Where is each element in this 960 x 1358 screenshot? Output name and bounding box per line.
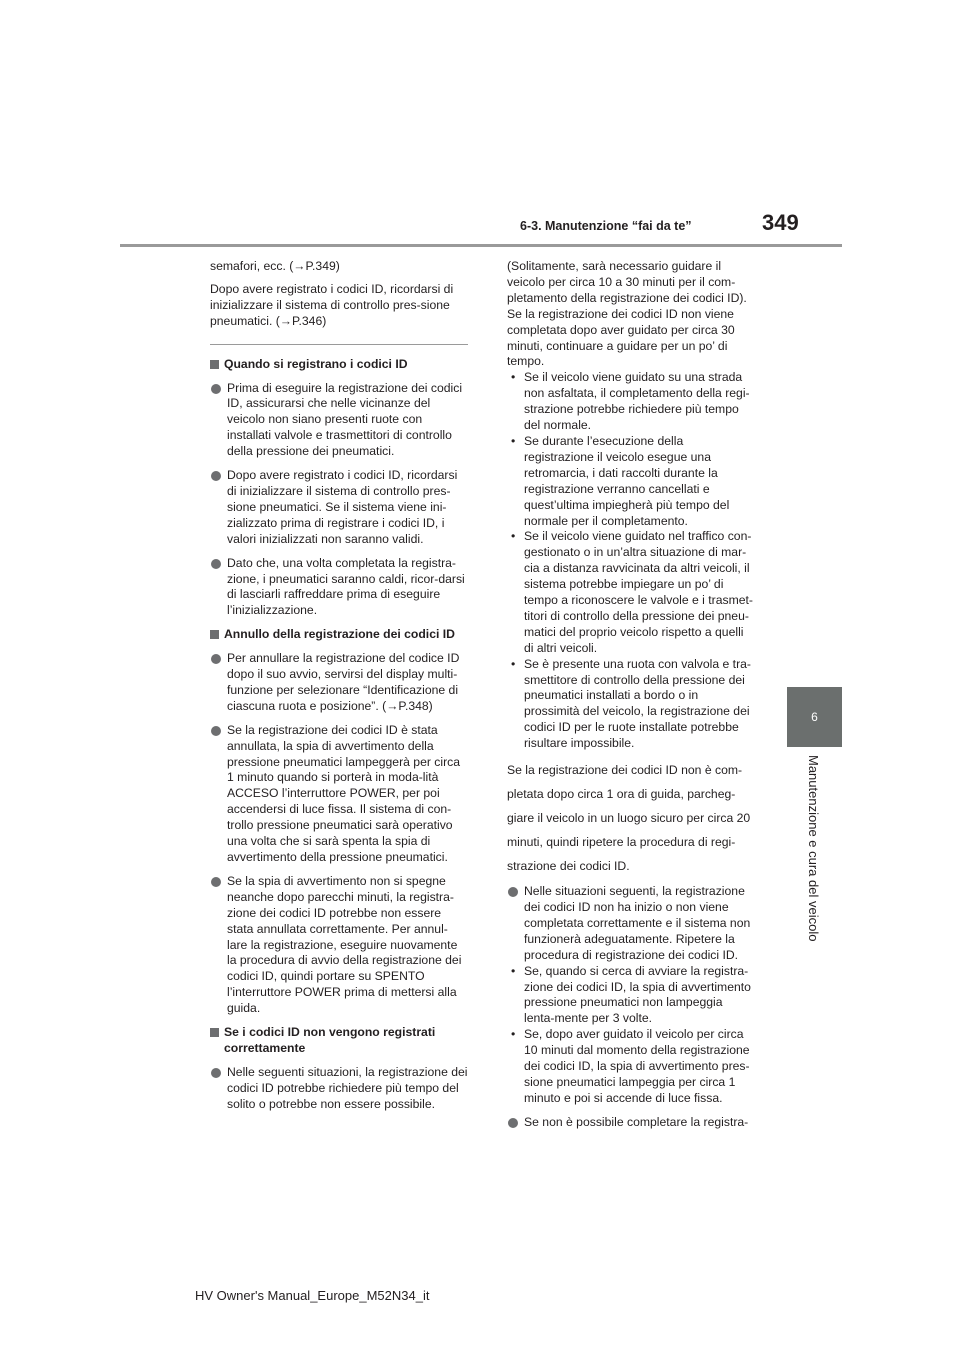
bullet-item: Nelle situazioni seguenti, la registrazione dei codici ID non ha inizio o non viene completata correttamente e il sistema non funzionerà adeguatamente. Ripetere la procedura di registrazione dei codici ID. — [507, 884, 755, 964]
paragraph: Se la registrazione dei codici ID non viene completata dopo aver guidato per circa 30 minuti, continuare a guidare per un po’ di tempo. — [507, 306, 735, 369]
footer: HV Owner's Manual_Europe_M52N34_it — [195, 1288, 430, 1303]
text-line: minuti, quindi ripetere la procedura di regi- — [507, 835, 736, 850]
bullet-item: Se la registrazione dei codici ID è stata annullata, la spia di avvertimento della pressione pneumatici lampeggerà per circa 1 minuto quando si porterà in moda-lità ACCESO l’interruttore POWER, per poi accendersi di luce fissa. Il sistema di con-trollo pressione pneumatici sarà operativo una volta che si sarà spenta la spia di avvertimento della pressione pneumatici. — [210, 723, 468, 866]
square-bullet-icon — [210, 1028, 219, 1037]
bullet-item: Nelle seguenti situazioni, la registrazione dei codici ID potrebbe richiedere più tempo del solito o potrebbe non essere possibile. — [210, 1065, 468, 1113]
bullet-item: Se non è possibile completare la registra- — [507, 1115, 755, 1131]
header-rule — [120, 244, 842, 247]
bullet-item: Per annullare la registrazione del codice ID dopo il suo avvio, servirsi del display multi-funzione per selezionare “Identificazione di ciascuna ruota e posizione”. (→P.348) — [210, 651, 468, 715]
dash-item: • Se il veicolo viene guidato su una strada non asfaltata, il completamento della regi-strazione potrebbe richiedere più tempo del normale. — [511, 370, 750, 433]
square-bullet-icon — [210, 360, 219, 369]
paragraph: semafori, ecc. (→P.349) — [210, 259, 340, 273]
dot-bullet-icon: • — [511, 529, 516, 544]
dot-bullet-icon: • — [511, 370, 516, 385]
subheading: Se i codici ID non vengono registrati correttamente — [210, 1025, 468, 1057]
subheading: Quando si registrano i codici ID — [210, 357, 468, 373]
dash-item: • Se il veicolo viene guidato nel traffico con-gestionato o in un’altra situazione di mar-cia a distanza ravvicinata da altri veicoli, il sistema potrebbe impiegare un po’ di tempo a riconoscere le valvole e i trasmet-titori di controllo della pressione dei pneu-matici del proprio veicolo rispetto a quelli di altri veicoli. — [511, 529, 753, 655]
page-number: 349 — [762, 210, 799, 235]
dash-item: • Se è presente una ruota con valvola e tra-smettitore di controllo della pressione dei pneumatici installati a bordo o in prossimità del veicolo, la registrazione dei codici ID per le ruote installate potrebbe risultare impossibile. — [511, 656, 751, 751]
paragraph: (Solitamente, sarà necessario guidare il veicolo per circa 10 a 30 minuti per il com-pletamento della registrazione dei codici ID). — [507, 259, 747, 305]
bullet-item: Dato che, una volta completata la registra-zione, i pneumatici saranno caldi, ricor-darsi di lasciarli raffreddare prima di eseguire l’inizializzazione. — [210, 556, 468, 620]
bullet-item: Se la spia di avvertimento non si spegne neanche dopo parecchi minuti, la registra-zione dei codici ID potrebbe non essere stata annullata correttamente. Per annul-lare la registrazione, eseguire nuovamente la procedura di avvio della registrazione dei codici ID, quindi portare su SPENTO l’interruttore POWER prima di mettersi alla guida. — [210, 874, 468, 1017]
subheading: Annullo della registrazione dei codici ID — [210, 627, 468, 643]
paragraph-block — [507, 758, 755, 878]
dash-item: • Se, dopo aver guidato il veicolo per circa 10 minuti dal momento della registrazione dei codici ID, la spia di avvertimento pres-sione pneumatici lampeggia per circa 1 minuto e poi si accende di luce fissa. — [511, 1027, 750, 1105]
paragraph: Dopo avere registrato i codici ID, ricordarsi di inizializzare il sistema di controllo pres-sione pneumatici. (→P.346) — [210, 281, 454, 328]
section-title: 6-3. Manutenzione “fai da te” — [520, 219, 692, 233]
left-column — [210, 259, 468, 1121]
dash-item: • Se durante l’esecuzione della registrazione il veicolo esegue una retromarcia, i dati raccolti durante la registrazione verranno cancellati e quest’ultima impiegherà più tempo del normale per il completamento. — [511, 433, 730, 528]
right-column — [507, 259, 755, 1139]
bullet-item: Prima di eseguire la registrazione dei codici ID, assicurarsi che nelle vicinanze del veicolo non siano presenti ruote con installati valvole e trasmettitori di controllo della pressione dei pneumatici. — [210, 381, 468, 461]
circle-bullet-icon — [211, 559, 221, 569]
dot-bullet-icon: • — [511, 433, 516, 448]
circle-bullet-icon — [211, 1068, 221, 1078]
circle-bullet-icon — [508, 887, 518, 897]
circle-bullet-icon — [211, 654, 221, 664]
bullet-item: Dopo avere registrato i codici ID, ricordarsi di inizializzare il sistema di controllo pres-sione pneumatici. Se il sistema viene ini-zializzato prima di registrare i codici ID, i valori inizializzati non saranno validi. — [210, 468, 468, 548]
text-line: strazione dei codici ID. — [507, 859, 630, 874]
dash-item: • Se, quando si cerca di avviare la registra-zione dei codici ID, la spia di avvertimento pressione pneumatici non lampeggia lenta-mente per 3 volte. — [511, 963, 751, 1026]
chapter-tab[interactable]: 6 — [787, 687, 842, 747]
dot-bullet-icon: • — [511, 1027, 516, 1042]
circle-bullet-icon — [211, 726, 221, 736]
text-line: Se la registrazione dei codici ID non è com- — [507, 763, 743, 778]
chapter-label: Manutenzione e cura del veicolo — [806, 755, 821, 942]
divider — [210, 344, 468, 345]
dot-bullet-icon: • — [511, 656, 516, 671]
circle-bullet-icon — [211, 384, 221, 394]
circle-bullet-icon — [211, 471, 221, 481]
circle-bullet-icon — [211, 877, 221, 887]
square-bullet-icon — [210, 630, 219, 639]
circle-bullet-icon — [508, 1118, 518, 1128]
text-line: giare il veicolo in un luogo sicuro per circa 20 — [507, 811, 751, 826]
dot-bullet-icon: • — [511, 963, 516, 978]
text-line: pletata dopo circa 1 ora di guida, parcheg- — [507, 787, 736, 802]
